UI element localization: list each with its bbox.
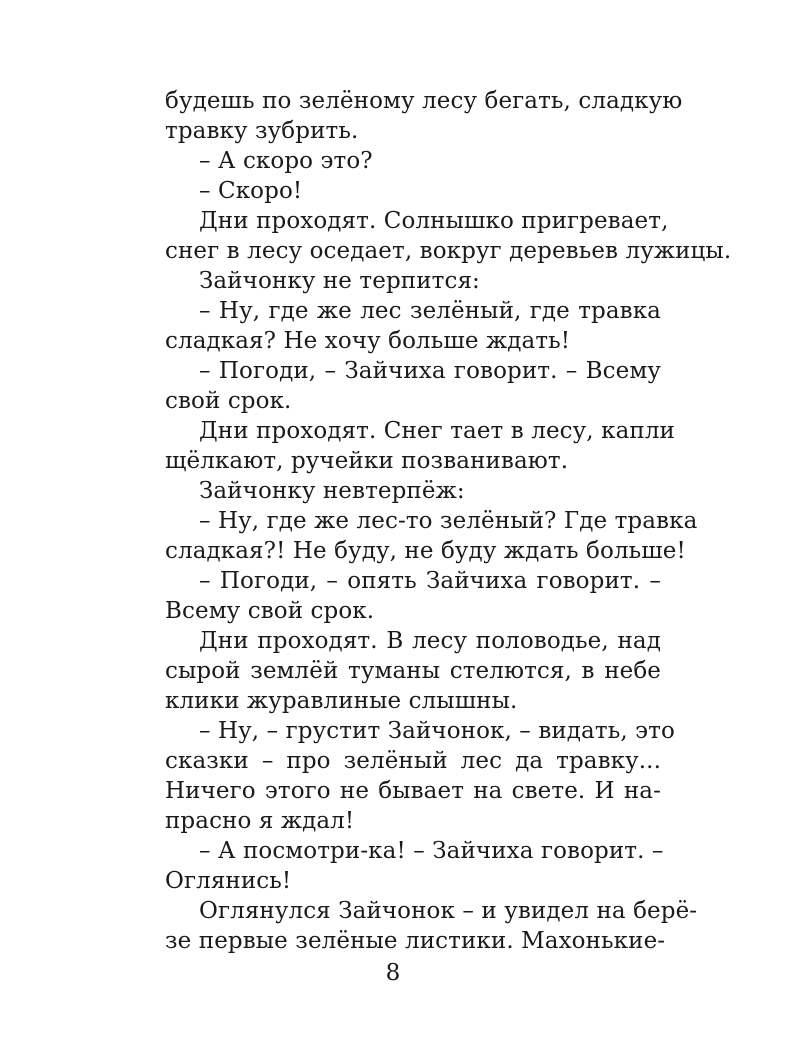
text-line: прасно я ждал! xyxy=(165,808,355,834)
text-line: – Ну, где же лес-то зелёный? Где травка xyxy=(199,508,698,534)
page-text xyxy=(165,86,732,956)
text-line: зе первые зелёные листики. Махонькие- xyxy=(165,928,666,954)
text-line: – Погоди, – Зайчиха говорит. – Всему xyxy=(199,358,661,384)
text-line: – Погоди, – опять Зайчиха говорит. – xyxy=(199,568,661,594)
text-line: сладкая? Не хочу больше ждать! xyxy=(165,328,571,354)
text-line: – А скоро это? xyxy=(199,148,373,174)
text-line: Оглянись! xyxy=(165,868,292,894)
text-line: клики журавлиные слышны. xyxy=(165,688,518,714)
text-line: – Ну, – грустит Зайчонок, – видать, это xyxy=(199,718,675,744)
text-line: Зайчонку не терпится: xyxy=(199,268,480,294)
text-line: Дни проходят. Солнышко пригревает, xyxy=(199,208,669,234)
text-line: Зайчонку невтерпёж: xyxy=(199,478,465,504)
text-line: Всему свой срок. xyxy=(165,598,375,624)
text-line: Ничего этого не бывает на свете. И на- xyxy=(165,778,661,804)
text-line: Дни проходят. В лесу половодье, над xyxy=(199,628,661,654)
text-line: снег в лесу оседает, вокруг деревьев лужицы. xyxy=(165,238,732,264)
text-line: сказки – про зелёный лес да травку... xyxy=(165,748,661,774)
text-line: травку зубрить. xyxy=(165,118,359,144)
text-line: Дни проходят. Снег тает в лесу, капли xyxy=(199,418,675,444)
text-line: сырой землёй туманы стелются, в небе xyxy=(165,658,661,684)
text-line: – Ну, где же лес зелёный, где травка xyxy=(199,298,661,324)
text-line: будешь по зелёному лесу бегать, сладкую xyxy=(165,88,683,114)
text-line: сладкая?! Не буду, не буду ждать больше! xyxy=(165,538,686,564)
text-line: Оглянулся Зайчонок – и увидел на берё- xyxy=(199,898,698,924)
text-line: – А посмотри-ка! – Зайчиха говорит. – xyxy=(199,838,664,864)
text-line: щёлкают, ручейки позванивают. xyxy=(165,448,569,474)
text-line: – Скоро! xyxy=(199,178,303,204)
page-number: 8 xyxy=(385,960,401,986)
text-line: свой срок. xyxy=(165,388,292,414)
